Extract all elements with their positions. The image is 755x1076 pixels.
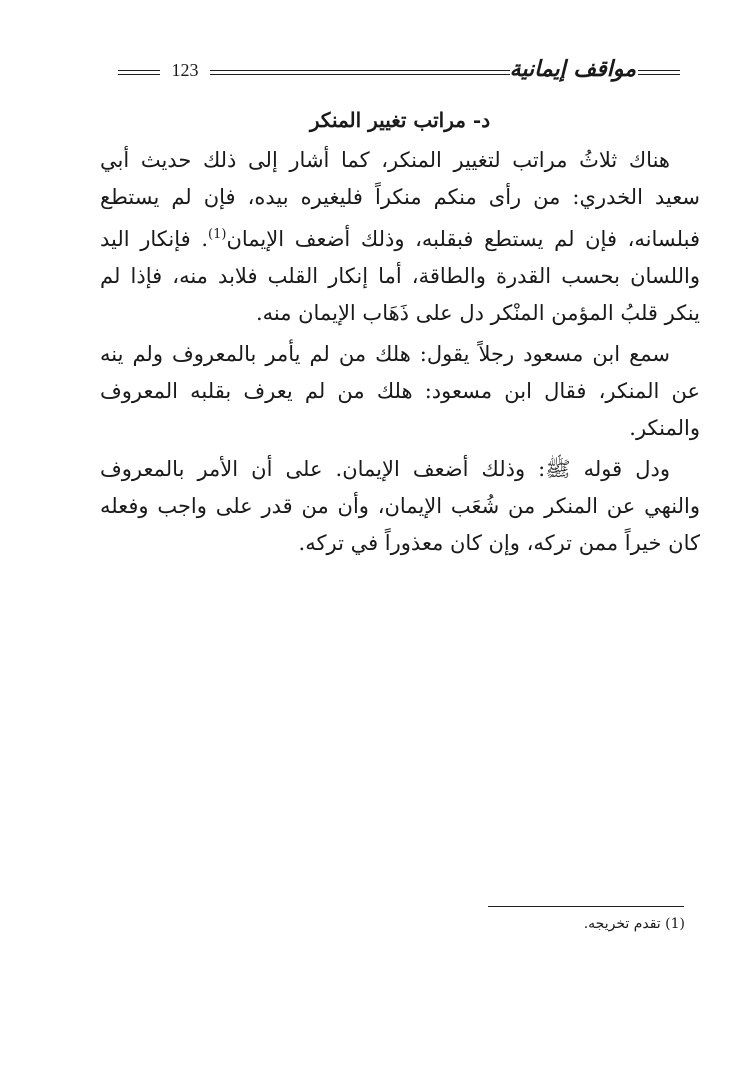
header-rule-right [638,70,680,75]
body-paragraph-3: ودل قوله ﷺ: وذلك أضعف الإيمان. على أن الأمر بالمعروف والنهي عن المنكر من شُعَب الإيمان، وأن من قدر على واجب وفعله كان خيراً ممن تركه، وإن كان معذوراً في تركه. [100,457,700,555]
page-number: 123 [171,60,199,80]
footnote-reference-mark: (1) [208,227,227,242]
paragraph-1-text-before-mark: هناك ثلاثُ مراتب لتغيير المنكر، كما أشار إلى ذلك حديث أبي سعيد الخدري: من رأى منكم منكراً فليغيره بيده، فإن لم يستطع فبلسانه، فإن لم يستطع فبقلبه، وذلك أضعف الإيمان [100,148,700,251]
header-rule-left [118,70,160,75]
footnote-1: (1) تقدم تخريجه. [583,916,685,932]
running-title: مواقف إيمانية [509,56,636,82]
body-paragraph-2: سمع ابن مسعود رجلاً يقول: هلك من لم يأمر بالمعروف ولم ينه عن المنكر، فقال ابن مسعود: هلك من لم يعرف بقلبه المعروف والمنكر. [100,342,700,440]
header-rule-middle [210,70,510,75]
section-heading: د- مراتب تغيير المنكر [309,108,491,132]
page-body [100,104,700,566]
footnote-separator [488,906,684,907]
running-header [110,58,680,88]
body-paragraph-1 [100,142,700,332]
paragraph-1-text-after-mark: . فإنكار اليد واللسان بحسب القدرة والطاقة، أما إنكار القلب فلابد منه، فإذا لم ينكر قلبُ المؤمن المنْكر دل على ذَهَاب الإيمان منه. [100,227,700,325]
